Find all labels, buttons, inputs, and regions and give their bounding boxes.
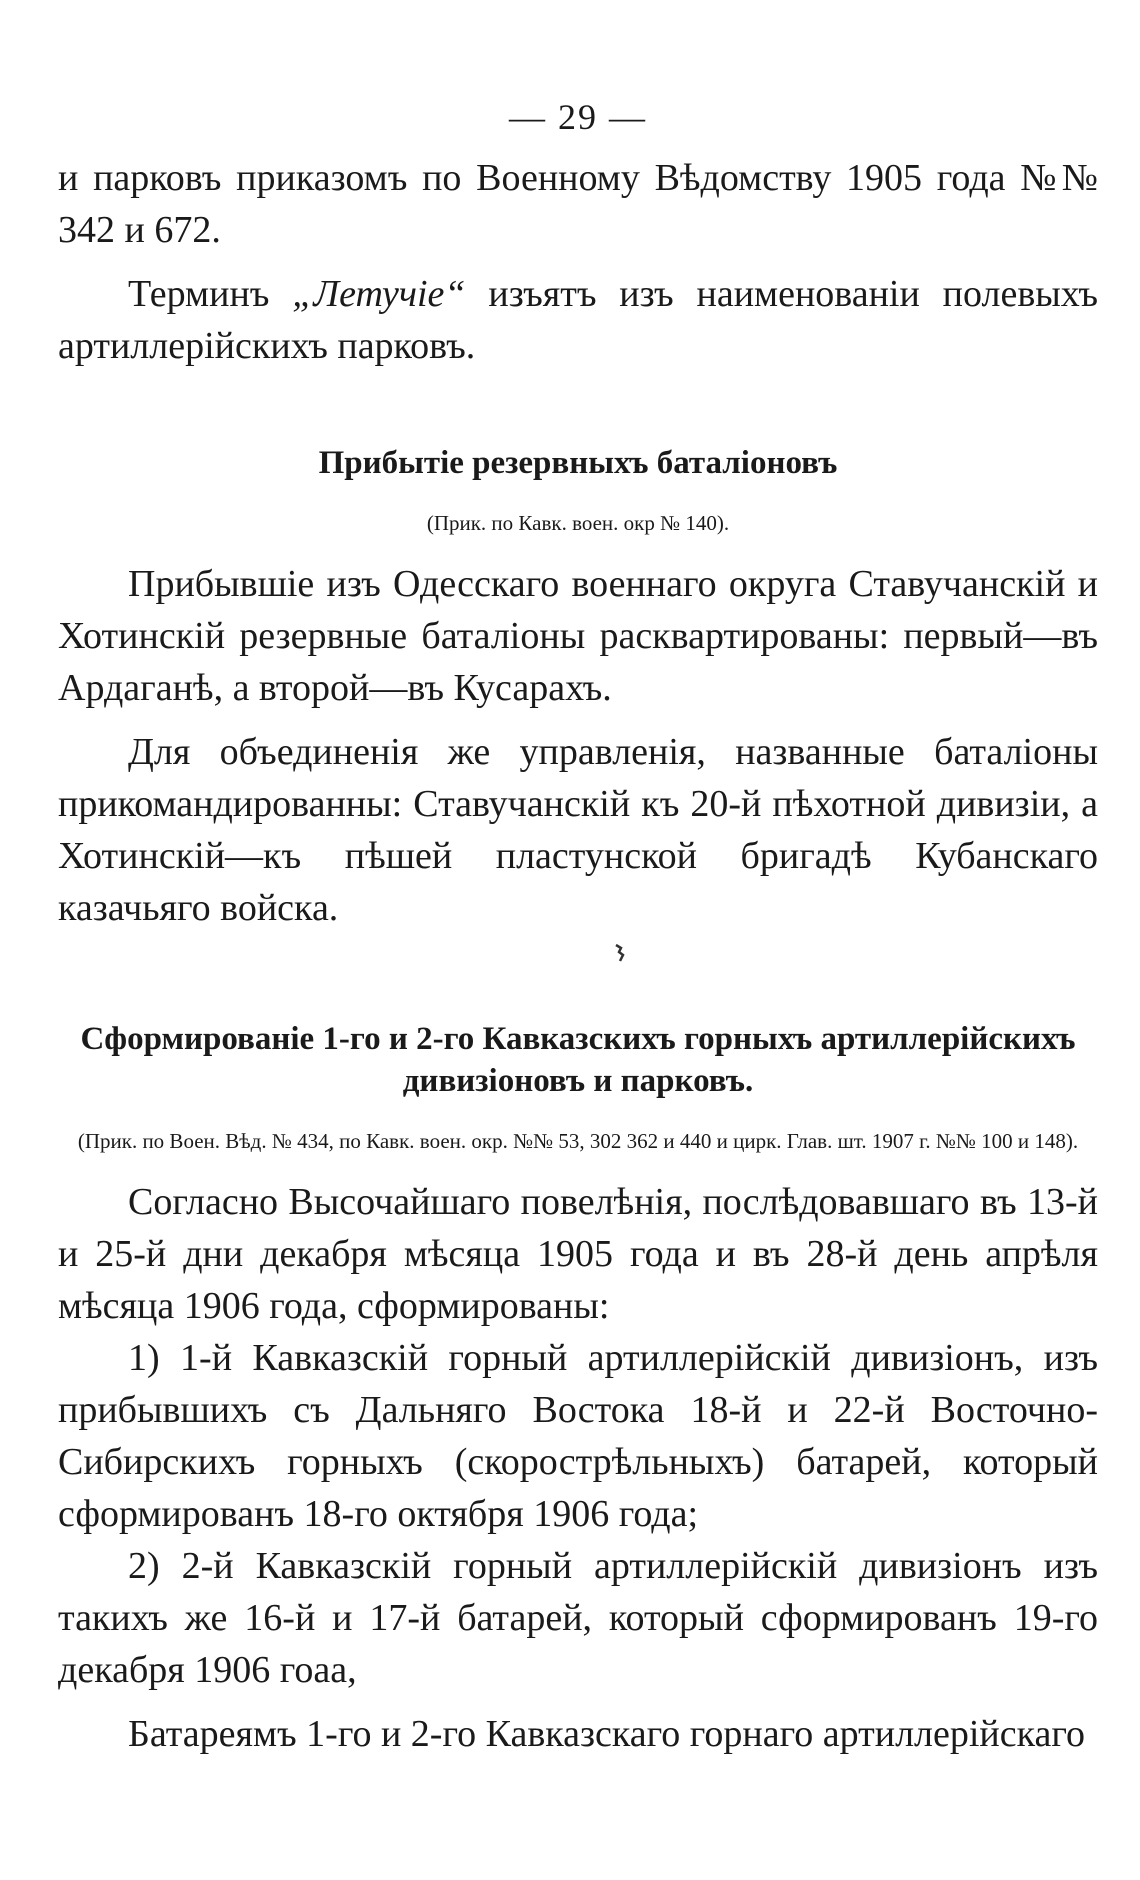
ink-speck — [612, 942, 630, 971]
section-source-reference: (Прик. по Кавк. воен. окр № 140). — [426, 511, 730, 535]
paragraph-term-prefix: Терминъ — [128, 273, 293, 315]
paragraph-term-removal — [58, 268, 1098, 372]
document-page — [58, 96, 1098, 1760]
paragraph-division-2: 2) 2-й Кавказскiй горный артиллерiйскiй дивизiонъ изъ такихъ же 16-й и 17-й батарей, который сформированъ 19-го декабря 1906 гоаа, — [58, 1545, 1098, 1691]
paragraph-battalions-arrival: Прибывшiе изъ Одесскаго военнаго округа Ставучанскiй и Хотинскiй резервные баталiоны расквартированы: первый—въ Ардаганѣ, а второй—въ Кусарахъ. — [58, 563, 1098, 709]
paragraph-imperial-order: Согласно Высочайшаго повелѣнiя, послѣдовавшаго въ 13-й и 25-й дни декабря мѣсяца 1905 года и въ 28-й день апрѣля мѣсяца 1906 года, сформированы: — [58, 1181, 1098, 1327]
quoted-term: „Летучiе“ — [292, 273, 466, 315]
page-number: — 29 — — [509, 97, 647, 137]
paragraph-continuation: и парковъ приказомъ по Военному Вѣдомству 1905 года №№ 342 и 672. — [58, 157, 1098, 251]
section-heading-mountain-artillery: Сформированiе 1-го и 2-го Кавказскихъ горныхъ артиллерiйскихъ дивизiоновъ и парковъ. — [80, 1021, 1076, 1099]
paragraph-battalions-attachment: Для объединенiя же управленiя, названные баталiоны прикомандированны: Ставучанскiй къ 20-й пѣхотной дивизiи, а Хотинскiй—къ пѣшей пластунской бригадѣ Кубанскаго казачьяго войска. — [58, 731, 1098, 929]
paragraph-batteries: Батареямъ 1-го и 2-го Кавказскаго горнаго артиллерiйскаго — [128, 1713, 1086, 1755]
section-heading-reserve-battalions: Прибытiе резервныхъ баталiоновъ — [318, 445, 838, 481]
section-source-reference: (Прик. по Воен. Вѣд. № 434, по Кавк. воен. окр. №№ 53, 302 362 и 440 и цирк. Глав. шт. 1907 г. №№ 100 и 148). — [77, 1129, 1079, 1153]
ink-speck-icon — [612, 942, 630, 964]
paragraph-division-1: 1) 1-й Кавказскiй горный артиллерiйскiй дивизiонъ, изъ прибывшихъ съ Дальняго Востока 18-й и 22-й Восточно-Сибирскихъ горныхъ (скорострѣльныхъ) батарей, который сформированъ 18-го октября 1906 года; — [58, 1337, 1098, 1535]
paragraph-term-suffix: изъятъ изъ наименованiи полевыхъ артиллерiйскихъ парковъ. — [58, 273, 1098, 367]
